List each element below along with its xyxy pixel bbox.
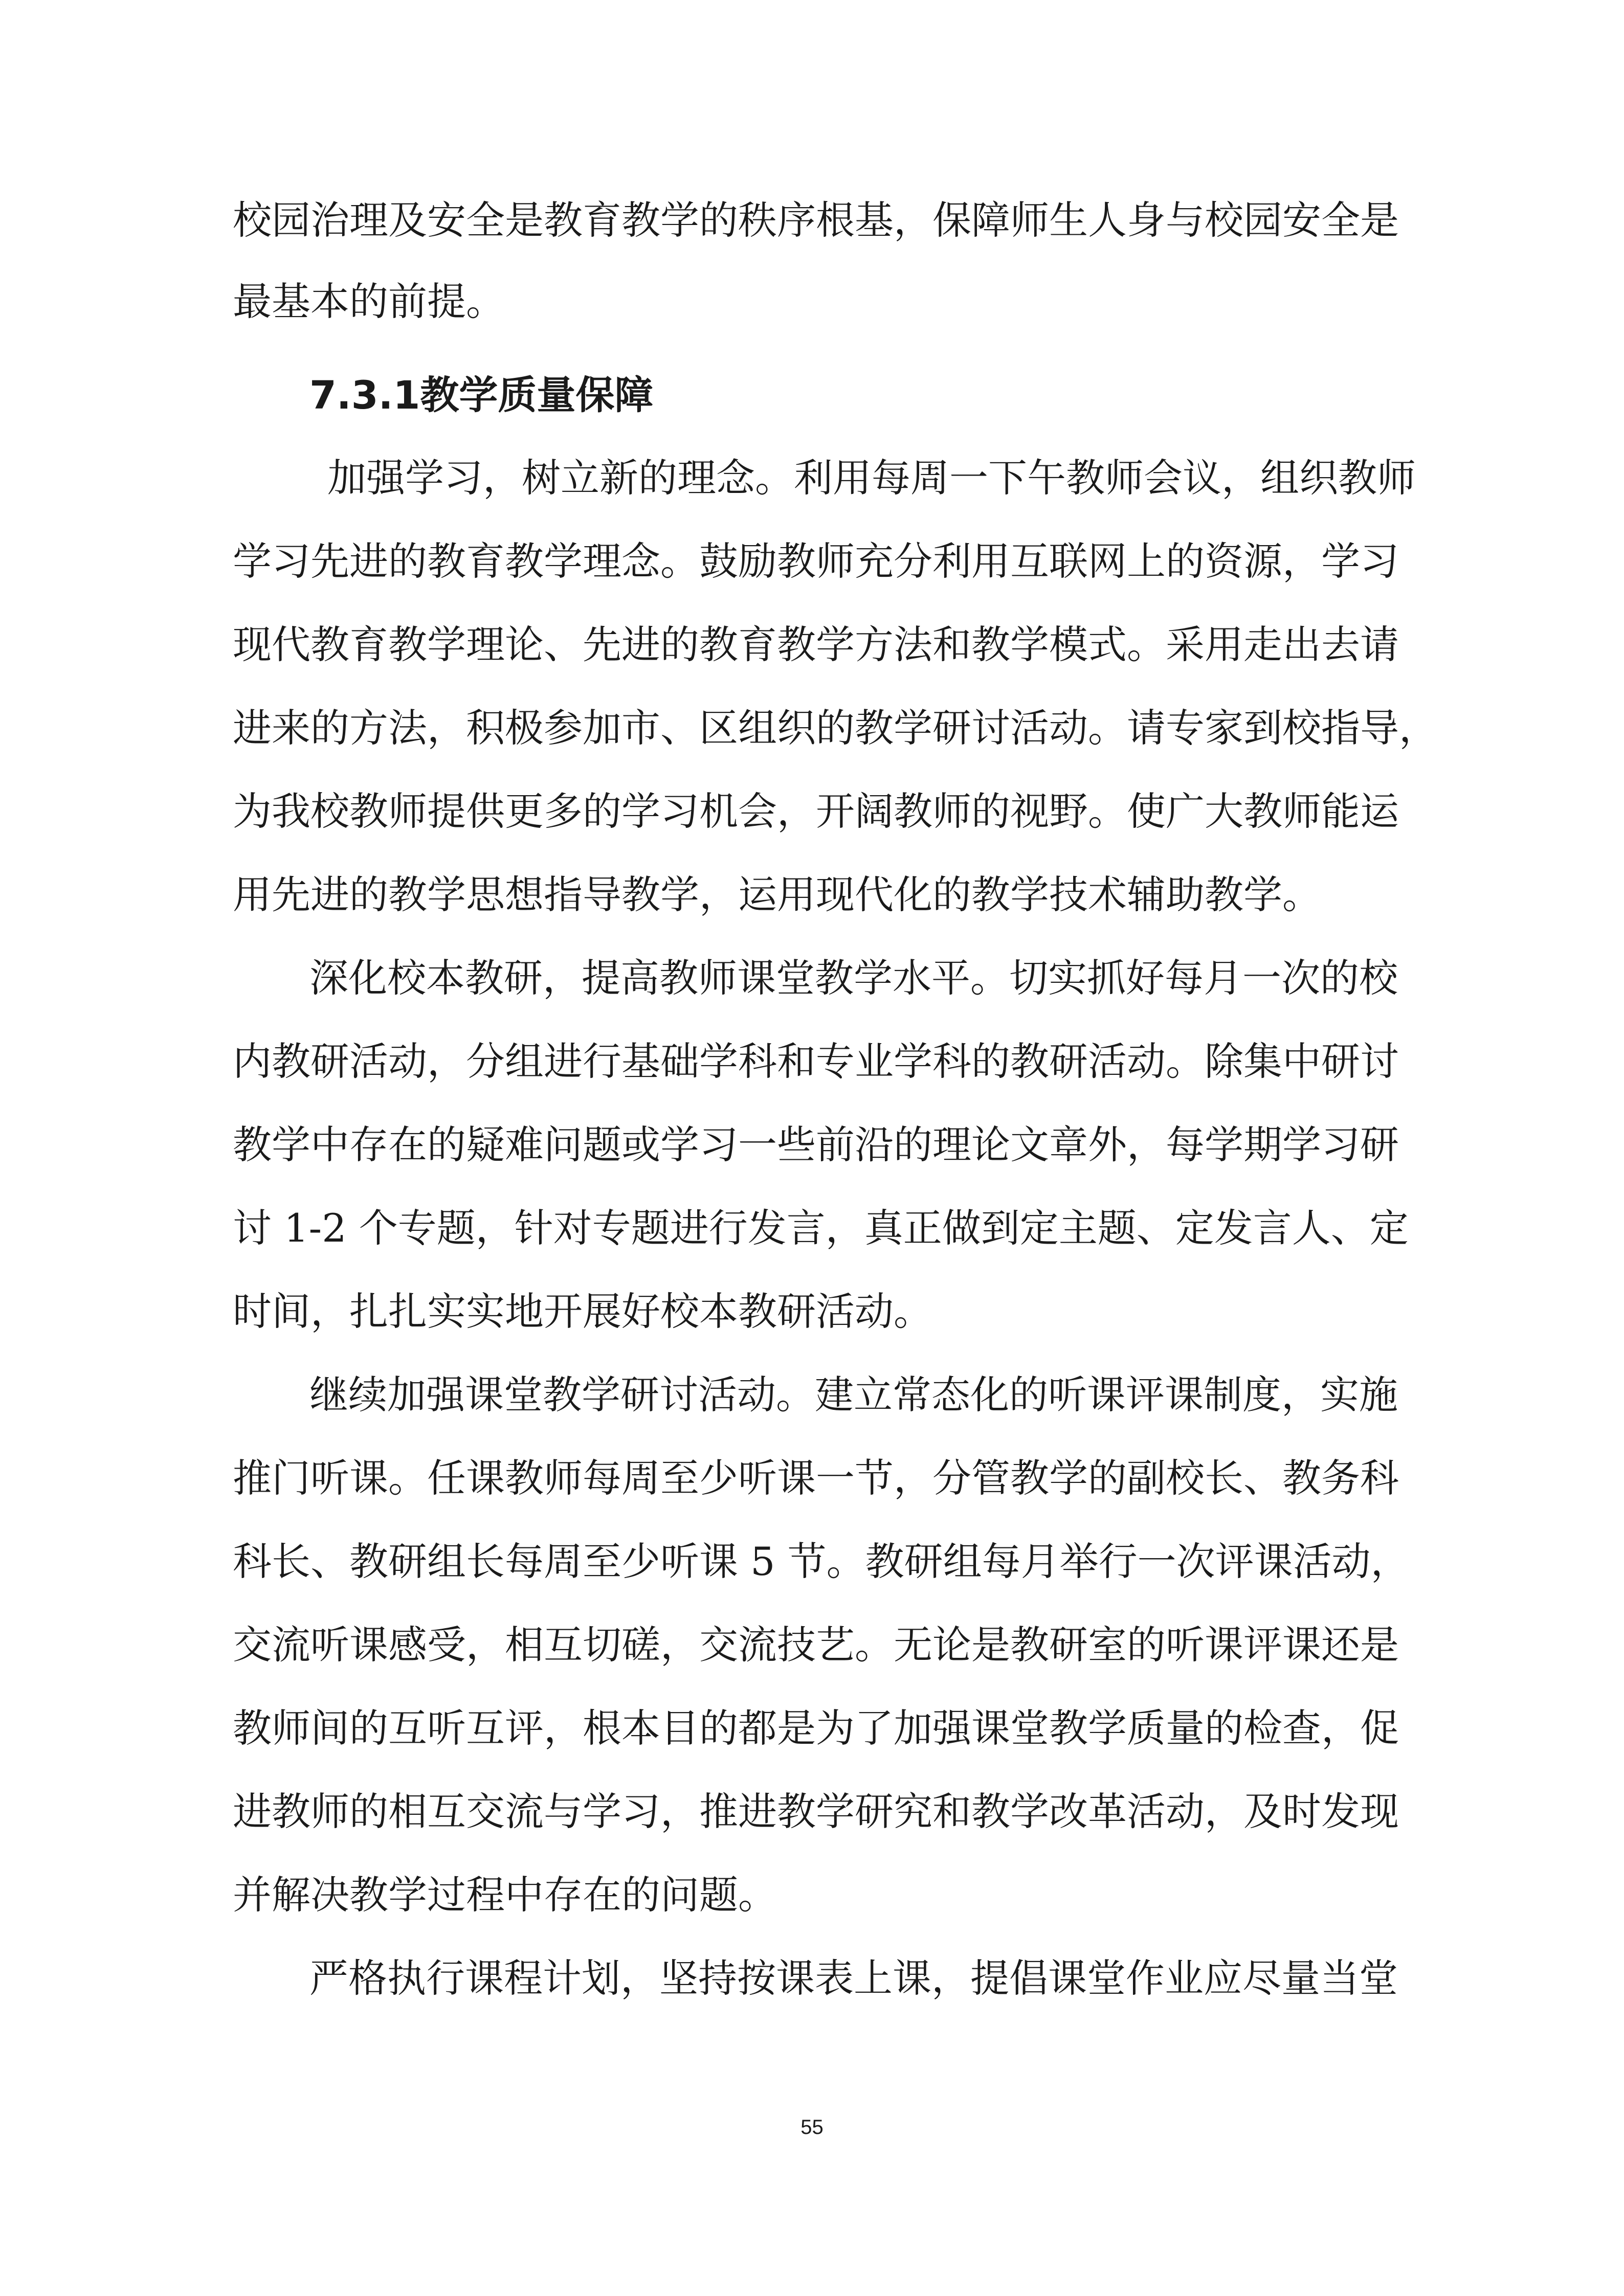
paragraph-line: 教师间的互听互评，根本目的都是为了加强课堂教学质量的检查，促 [233, 1705, 1399, 1751]
paragraph-line: 推门听课。任课教师每周至少听课一节，分管教学的副校长、教务科 [233, 1455, 1399, 1501]
paragraph-line: 时间，扎扎实实地开展好校本教研活动。 [233, 1289, 932, 1334]
paragraph-line: 教学中存在的疑难问题或学习一些前沿的理论文章外，每学期学习研 [233, 1122, 1399, 1167]
paragraph-line: 内教研活动，分组进行基础学科和专业学科的教研活动。除集中研讨 [233, 1039, 1399, 1084]
paragraph-line: 讨 1-2 个专题，针对专题进行发言，真正做到定主题、定发言人、定 [233, 1205, 1409, 1251]
paragraph-line: 用先进的教学思想指导教学，运用现代化的教学技术辅助教学。 [233, 872, 1321, 917]
intro-line: 校园治理及安全是教育教学的秩序根基，保障师生人身与校园安全是 [233, 197, 1399, 243]
paragraph-line: 科长、教研组长每周至少听课 5 节。教研组每月举行一次评课活动， [233, 1539, 1410, 1584]
paragraph-line: 学习先进的教育教学理念。鼓励教师充分利用互联网上的资源，学习 [233, 538, 1399, 584]
paragraph-line: 并解决教学过程中存在的问题。 [233, 1872, 777, 1918]
paragraph-line: 进来的方法，积极参加市、区组织的教学研讨活动。请专家到校指导， [233, 705, 1438, 751]
intro-line: 最基本的前提。 [233, 279, 505, 324]
page-number: 55 [800, 2116, 824, 2139]
paragraph-line: 交流听课感受，相互切磋，交流技艺。无论是教研室的听课评课还是 [233, 1622, 1399, 1668]
paragraph-line: 严格执行课程计划，坚持按课表上课，提倡课堂作业应尽量当堂 [309, 1955, 1398, 2001]
paragraph-line: 为我校教师提供更多的学习机会，开阔教师的视野。使广大教师能运 [233, 789, 1399, 834]
paragraph-line: 加强学习，树立新的理念。利用每周一下午教师会议，组织教师 [327, 455, 1416, 501]
paragraph-line: 进教师的相互交流与学习，推进教学研究和教学改革活动，及时发现 [233, 1789, 1399, 1834]
paragraph-line: 现代教育教学理论、先进的教育教学方法和教学模式。采用走出去请 [233, 622, 1399, 667]
paragraph-line: 深化校本教研，提高教师课堂教学水平。切实抓好每月一次的校 [309, 955, 1398, 1001]
paragraph-line: 继续加强课堂教学研讨活动。建立常态化的听课评课制度，实施 [309, 1372, 1398, 1417]
section-heading: 7.3.1教学质量保障 [309, 372, 654, 418]
